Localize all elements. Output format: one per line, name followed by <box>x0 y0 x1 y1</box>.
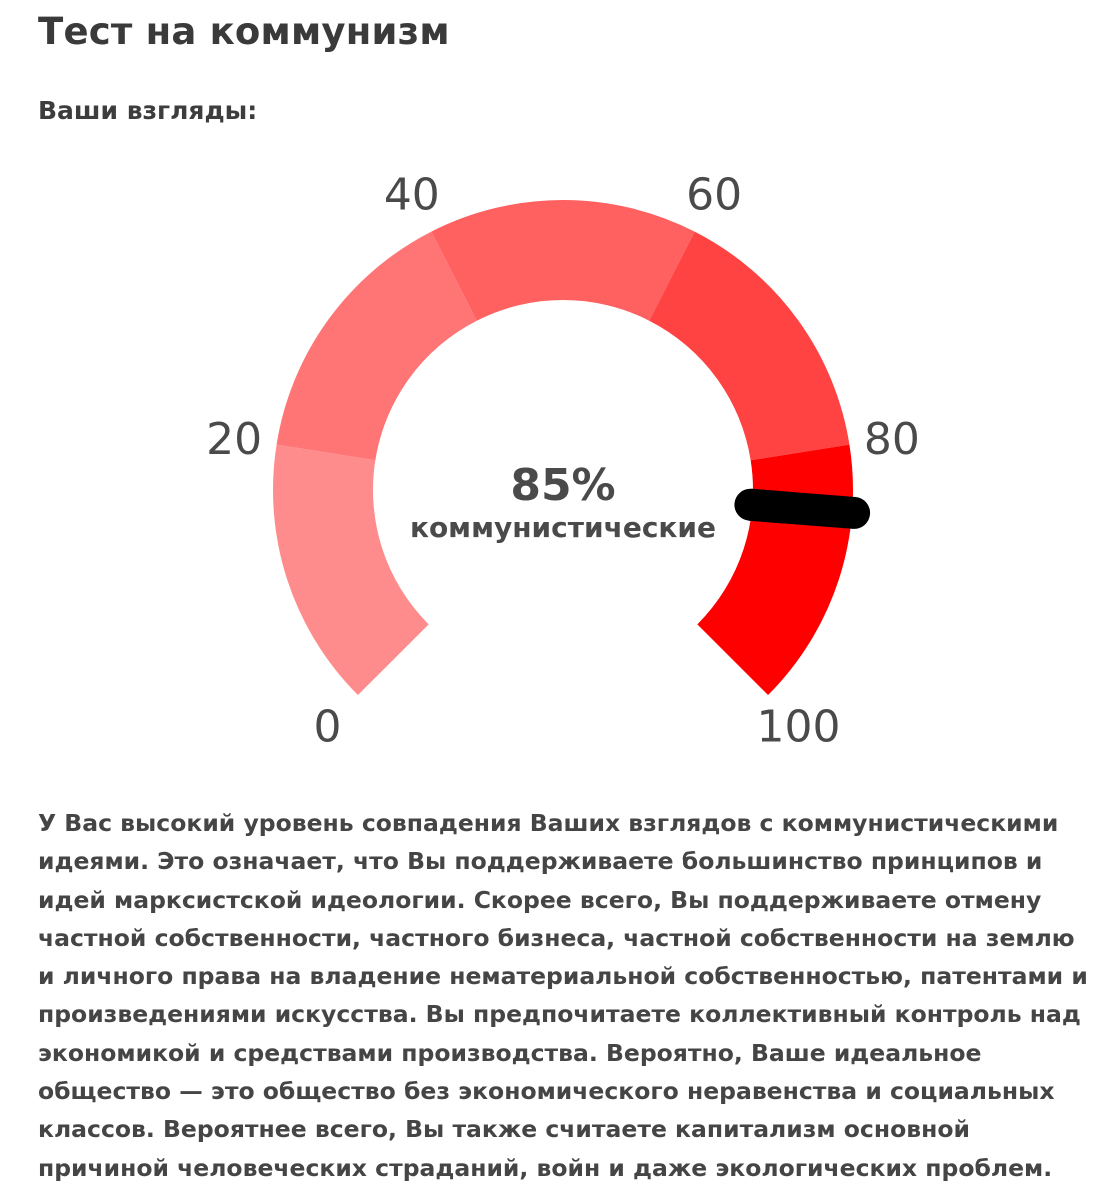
result-description: У Вас высокий уровень совпадения Ваших взглядов с коммунистическими идеями. Это означает, что Вы поддерживаете большинство принципов и идей марксистской идеологии. Скорее всего, Вы поддерживаете отмену частной собственности, частного бизнеса, частной собственности на землю и личного права на владение нематериальной собственностью, патентами и произведениями искусства. Вы предпочитаете коллективный контроль над экономикой и средствами производства. Вероятно, Ваше идеальное общество — это общество без экономического неравенства и социальных классов. Вероятнее всего, Вы также считаете капитализм основной причиной человеческих страданий, войн и даже экологических проблем. <box>38 809 1088 1182</box>
tick-label-20: 20 <box>206 413 263 465</box>
tick-label-0: 0 <box>313 701 342 753</box>
tick-label-80: 80 <box>863 413 920 465</box>
tick-label-60: 60 <box>686 169 743 221</box>
gauge-caption: коммунистические <box>409 511 717 544</box>
gauge-band-4 <box>649 232 849 461</box>
gauge-value: 85% <box>510 460 616 511</box>
gauge-band-1 <box>273 445 429 695</box>
gauge-needle-base <box>750 505 792 508</box>
gauge-band-5 <box>697 445 853 695</box>
page-title: Тест на коммунизм <box>38 10 450 53</box>
communism-gauge <box>0 140 1101 780</box>
tick-label-100: 100 <box>756 701 841 753</box>
gauge-band-3 <box>431 200 694 321</box>
gauge-band-2 <box>277 232 477 461</box>
tick-label-40: 40 <box>383 169 440 221</box>
views-heading: Ваши взгляды: <box>38 96 258 125</box>
